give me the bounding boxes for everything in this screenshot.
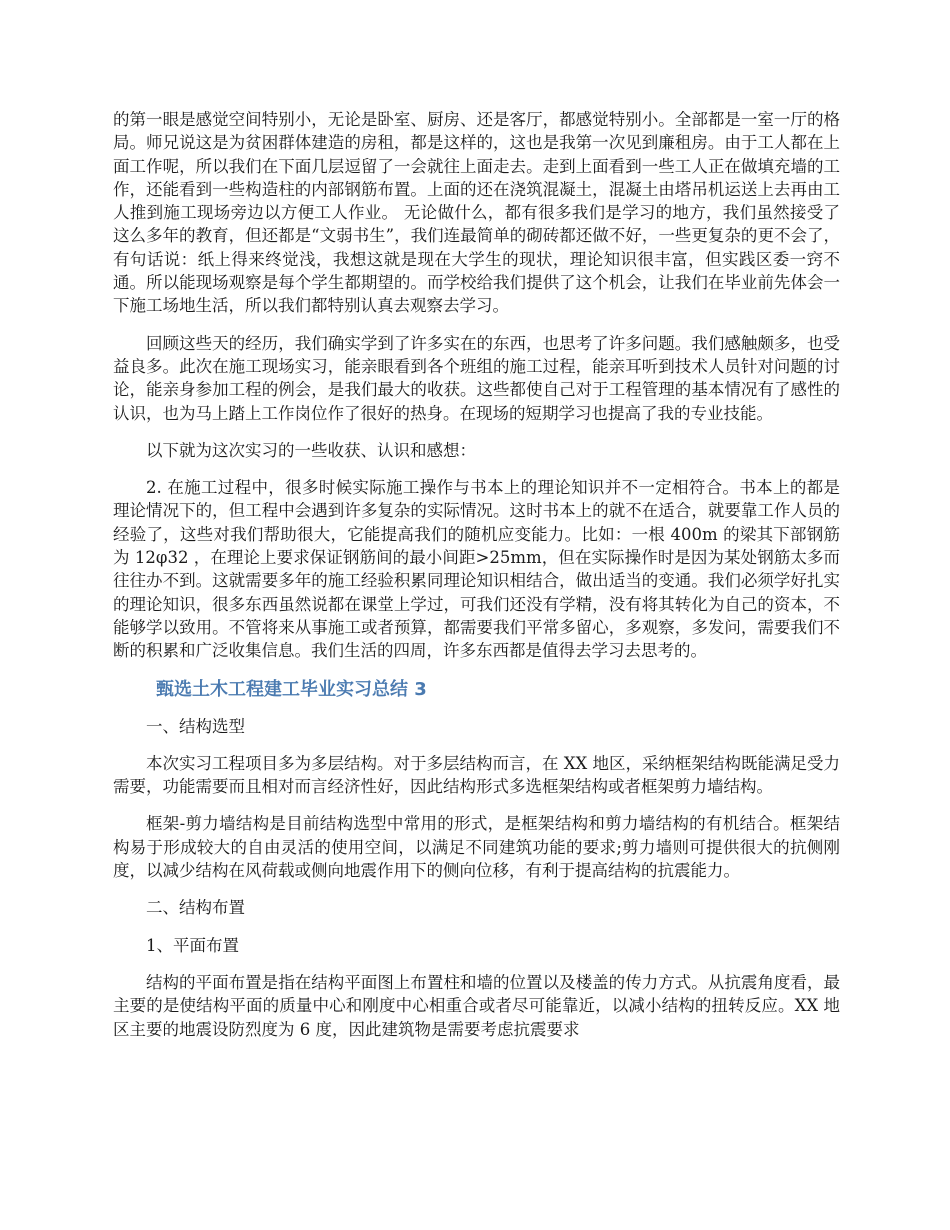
paragraph-plan-layout: 结构的平面布置是指在结构平面图上布置柱和墙的位置以及楼盖的传力方式。从抗震角度看，最主要的是使结构平面的质量中心和刚度中心相重合或者尽可能靠近，以减小结构的扭转反应。XX 地区主要的地震设防烈度为 6 度，因此建筑物是需要考虑抗震要求 bbox=[113, 972, 840, 1039]
paragraph-structure-type: 本次实习工程项目多为多层结构。对于多层结构而言，在 XX 地区，采纳框架结构既能满足受力需要，功能需要而且相对而言经济性好，因此结构形式多选框架结构或者框架剪力墙结构。 bbox=[113, 753, 840, 797]
heading-structure-selection: 一、结构选型 bbox=[146, 716, 245, 736]
section-title: 甄选土木工程建工毕业实习总结 3 bbox=[156, 678, 427, 700]
paragraph-point-2: 2. 在施工过程中，很多时候实际施工操作与书本上的理论知识并不一定相符合。书本上的都是理论情况下的，但工程中会遇到许多复杂的实际情况。这时书本上的就不在适合，就要靠工作人员的经验了，这些对我们帮助很大，它能提高我们的随机应变能力。比如：一根 400m 的梁其下部钢筋为 12φ32 ，在理论上要求保证钢筋间的最小间距>25mm，但在实际操作时是因为某处钢筋太多而往往办不到。这就需要多年的施工经验积累同理论知识相结合，做出适当的变通。我们必须学好扎实的理论知识，很多东西虽然说都在课堂上学过，可我们还没有学精，没有将其转化为自己的资本，不能够学以致用。不管将来从事施工或者预算，都需要我们平常多留心，多观察，多发问，需要我们不断的积累和广泛收集信息。我们生活的四周，许多东西都是值得去学习去思考的。 bbox=[113, 478, 840, 661]
heading-plan-layout: 1、平面布置 bbox=[146, 935, 239, 955]
heading-structure-layout: 二、结构布置 bbox=[146, 898, 245, 918]
paragraph-frame-shear-wall: 框架-剪力墙结构是目前结构选型中常用的形式，是框架结构和剪力墙结构的有机结合。框架结构易于形成较大的自由灵活的使用空间，以满足不同建筑功能的要求;剪力墙则可提供很大的抗侧刚度，以减少结构在风荷载或侧向地震作用下的侧向位移，有利于提高结构的抗震能力。 bbox=[113, 814, 840, 881]
paragraph-review: 回顾这些天的经历，我们确实学到了许多实在的东西，也思考了许多问题。我们感触颇多，也受益良多。此次在施工现场实习，能亲眼看到各个班组的施工过程，能亲耳听到技术人员针对问题的讨论，能亲身参加工程的例会，是我们最大的收获。这些都使自己对于工程管理的基本情况有了感性的认识，也为马上踏上工作岗位作了很好的热身。在现场的短期学习也提高了我的专业技能。 bbox=[113, 333, 840, 423]
document-body bbox=[113, 108, 840, 1055]
paragraph-intro-list: 以下就为这次实习的一些收获、认识和感想： bbox=[146, 440, 476, 460]
paragraph-site-visit: 的第一眼是感觉空间特别小，无论是卧室、厨房、还是客厅，都感觉特别小。全部都是一室一厅的格局。师兄说这是为贫困群体建造的房租，都是这样的，这也是我第一次见到廉租房。由于工人都在上面工作呢，所以我们在下面几层逗留了一会就往上面走去。走到上面看到一些工人正在做填充墙的工作，还能看到一些构造柱的内部钢筋布置。上面的还在浇筑混凝土，混凝土由塔吊机运送上去再由工人推到施工现场旁边以方便工人作业。 无论做什么，都有很多我们是学习的地方，我们虽然接受了这么多年的教育，但还都是“文弱书生”，我们连最简单的砌砖都还做不好，一些更复杂的更不会了，有句话说：纸上得来终觉浅，我想这就是现在大学生的现状，理论知识很丰富，但实践区委一窍不通。所以能现场观察是每个学生都期望的。而学校给我们提供了这个机会，让我们在毕业前先体会一下施工场地生活，所以我们都特别认真去观察去学习。 bbox=[113, 110, 840, 316]
